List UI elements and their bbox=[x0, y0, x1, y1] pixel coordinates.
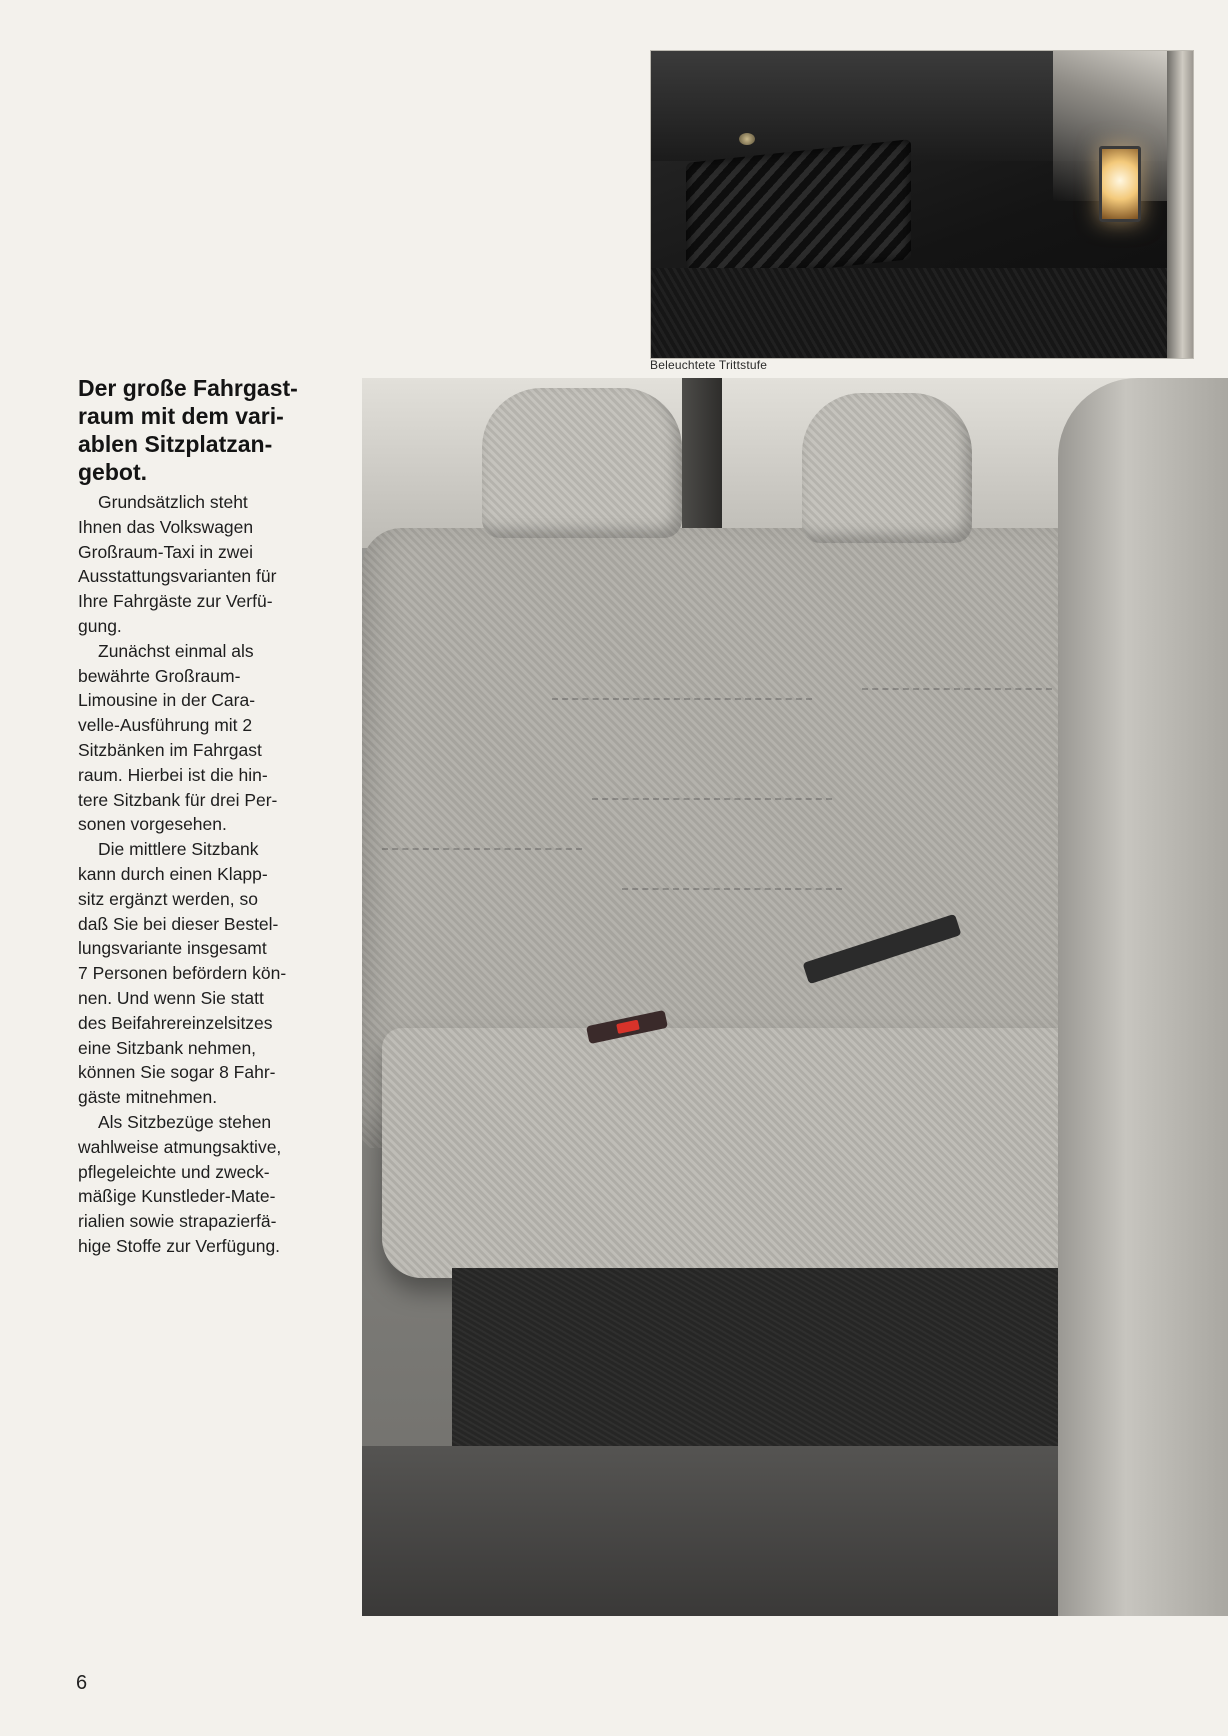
text-line: Grundsätzlich steht bbox=[98, 492, 248, 512]
paragraph-4 bbox=[78, 1110, 358, 1259]
paragraph-1 bbox=[78, 490, 358, 639]
text-line: lungsvariante insgesamt bbox=[78, 938, 267, 959]
text-line: Sitzbänken im Fahrgast bbox=[78, 739, 262, 760]
section-heading bbox=[78, 374, 358, 486]
text-line: rialien sowie strapazierfä- bbox=[78, 1211, 277, 1232]
photo-caption: Beleuchtete Trittstufe bbox=[650, 358, 768, 372]
text-line: sitz ergänzt werden, so bbox=[78, 888, 258, 909]
photo-seats-stitch bbox=[382, 848, 582, 850]
paragraph-2 bbox=[78, 639, 358, 837]
heading-line: Der große Fahrgast- bbox=[78, 375, 298, 401]
text-line: bewährte Großraum- bbox=[78, 665, 241, 686]
text-line: kann durch einen Klapp- bbox=[78, 863, 268, 884]
photo-step-door-frame bbox=[1167, 51, 1193, 358]
text-line: gäste mitnehmen. bbox=[78, 1087, 218, 1108]
body-text bbox=[78, 490, 358, 1259]
photo-seats-stitch bbox=[622, 888, 842, 890]
photo-passenger-seats bbox=[362, 378, 1228, 1616]
text-line: Großraum-Taxi in zwei bbox=[78, 541, 254, 562]
text-line: mäßige Kunstleder-Mate- bbox=[78, 1186, 276, 1207]
text-line: Die mittlere Sitzbank bbox=[98, 839, 259, 860]
photo-seats-stitch bbox=[552, 698, 812, 700]
text-line: raum. Hierbei ist die hin- bbox=[78, 764, 268, 785]
page-number: 6 bbox=[76, 1672, 88, 1694]
text-line: gung. bbox=[78, 615, 122, 636]
text-line: Limousine in der Cara- bbox=[78, 690, 256, 711]
text-line: wahlweise atmungsaktive, bbox=[78, 1136, 282, 1157]
text-line: Ihre Fahrgäste zur Verfü- bbox=[78, 591, 273, 612]
text-line: Ausstattungsvarianten für bbox=[78, 566, 277, 587]
text-line: Als Sitzbezüge stehen bbox=[98, 1111, 272, 1132]
heading-line: raum mit dem vari- bbox=[78, 403, 284, 429]
text-line: hige Stoffe zur Verfügung. bbox=[78, 1235, 281, 1256]
text-line: nen. Und wenn Sie statt bbox=[78, 987, 264, 1008]
photo-illuminated-step bbox=[650, 50, 1194, 359]
photo-seats-headrest-middle bbox=[802, 393, 972, 543]
photo-seats-stitch bbox=[592, 798, 832, 800]
text-line: sonen vorgesehen. bbox=[78, 814, 227, 835]
photo-seats-stitch bbox=[862, 688, 1052, 690]
text-line: velle-Ausführung mit 2 bbox=[78, 715, 253, 736]
text-line: Ihnen das Volkswagen bbox=[78, 516, 254, 537]
text-line: können Sie sogar 8 Fahr- bbox=[78, 1062, 276, 1083]
photo-seats-pillar bbox=[682, 378, 722, 548]
photo-step-lamp bbox=[1099, 146, 1141, 222]
photo-seats-front-seat bbox=[1058, 378, 1228, 1616]
photo-step-tread bbox=[651, 268, 1193, 358]
text-line: Zunächst einmal als bbox=[98, 640, 254, 661]
heading-line: ablen Sitzplatzan- bbox=[78, 431, 273, 457]
text-line: eine Sitzbank nehmen, bbox=[78, 1037, 257, 1058]
text-line: des Beifahrereinzelsitzes bbox=[78, 1012, 273, 1033]
text-line: pflegeleichte und zweck- bbox=[78, 1161, 270, 1182]
photo-step-vent bbox=[686, 139, 911, 283]
text-line: daß Sie bei dieser Bestel- bbox=[78, 913, 279, 934]
photo-step-bolt bbox=[739, 133, 755, 145]
heading-line: gebot. bbox=[78, 459, 147, 485]
text-line: 7 Personen befördern kön- bbox=[78, 963, 287, 984]
photo-seats-headrest-left bbox=[482, 388, 682, 538]
paragraph-3 bbox=[78, 837, 358, 1110]
text-line: tere Sitzbank für drei Per- bbox=[78, 789, 278, 810]
